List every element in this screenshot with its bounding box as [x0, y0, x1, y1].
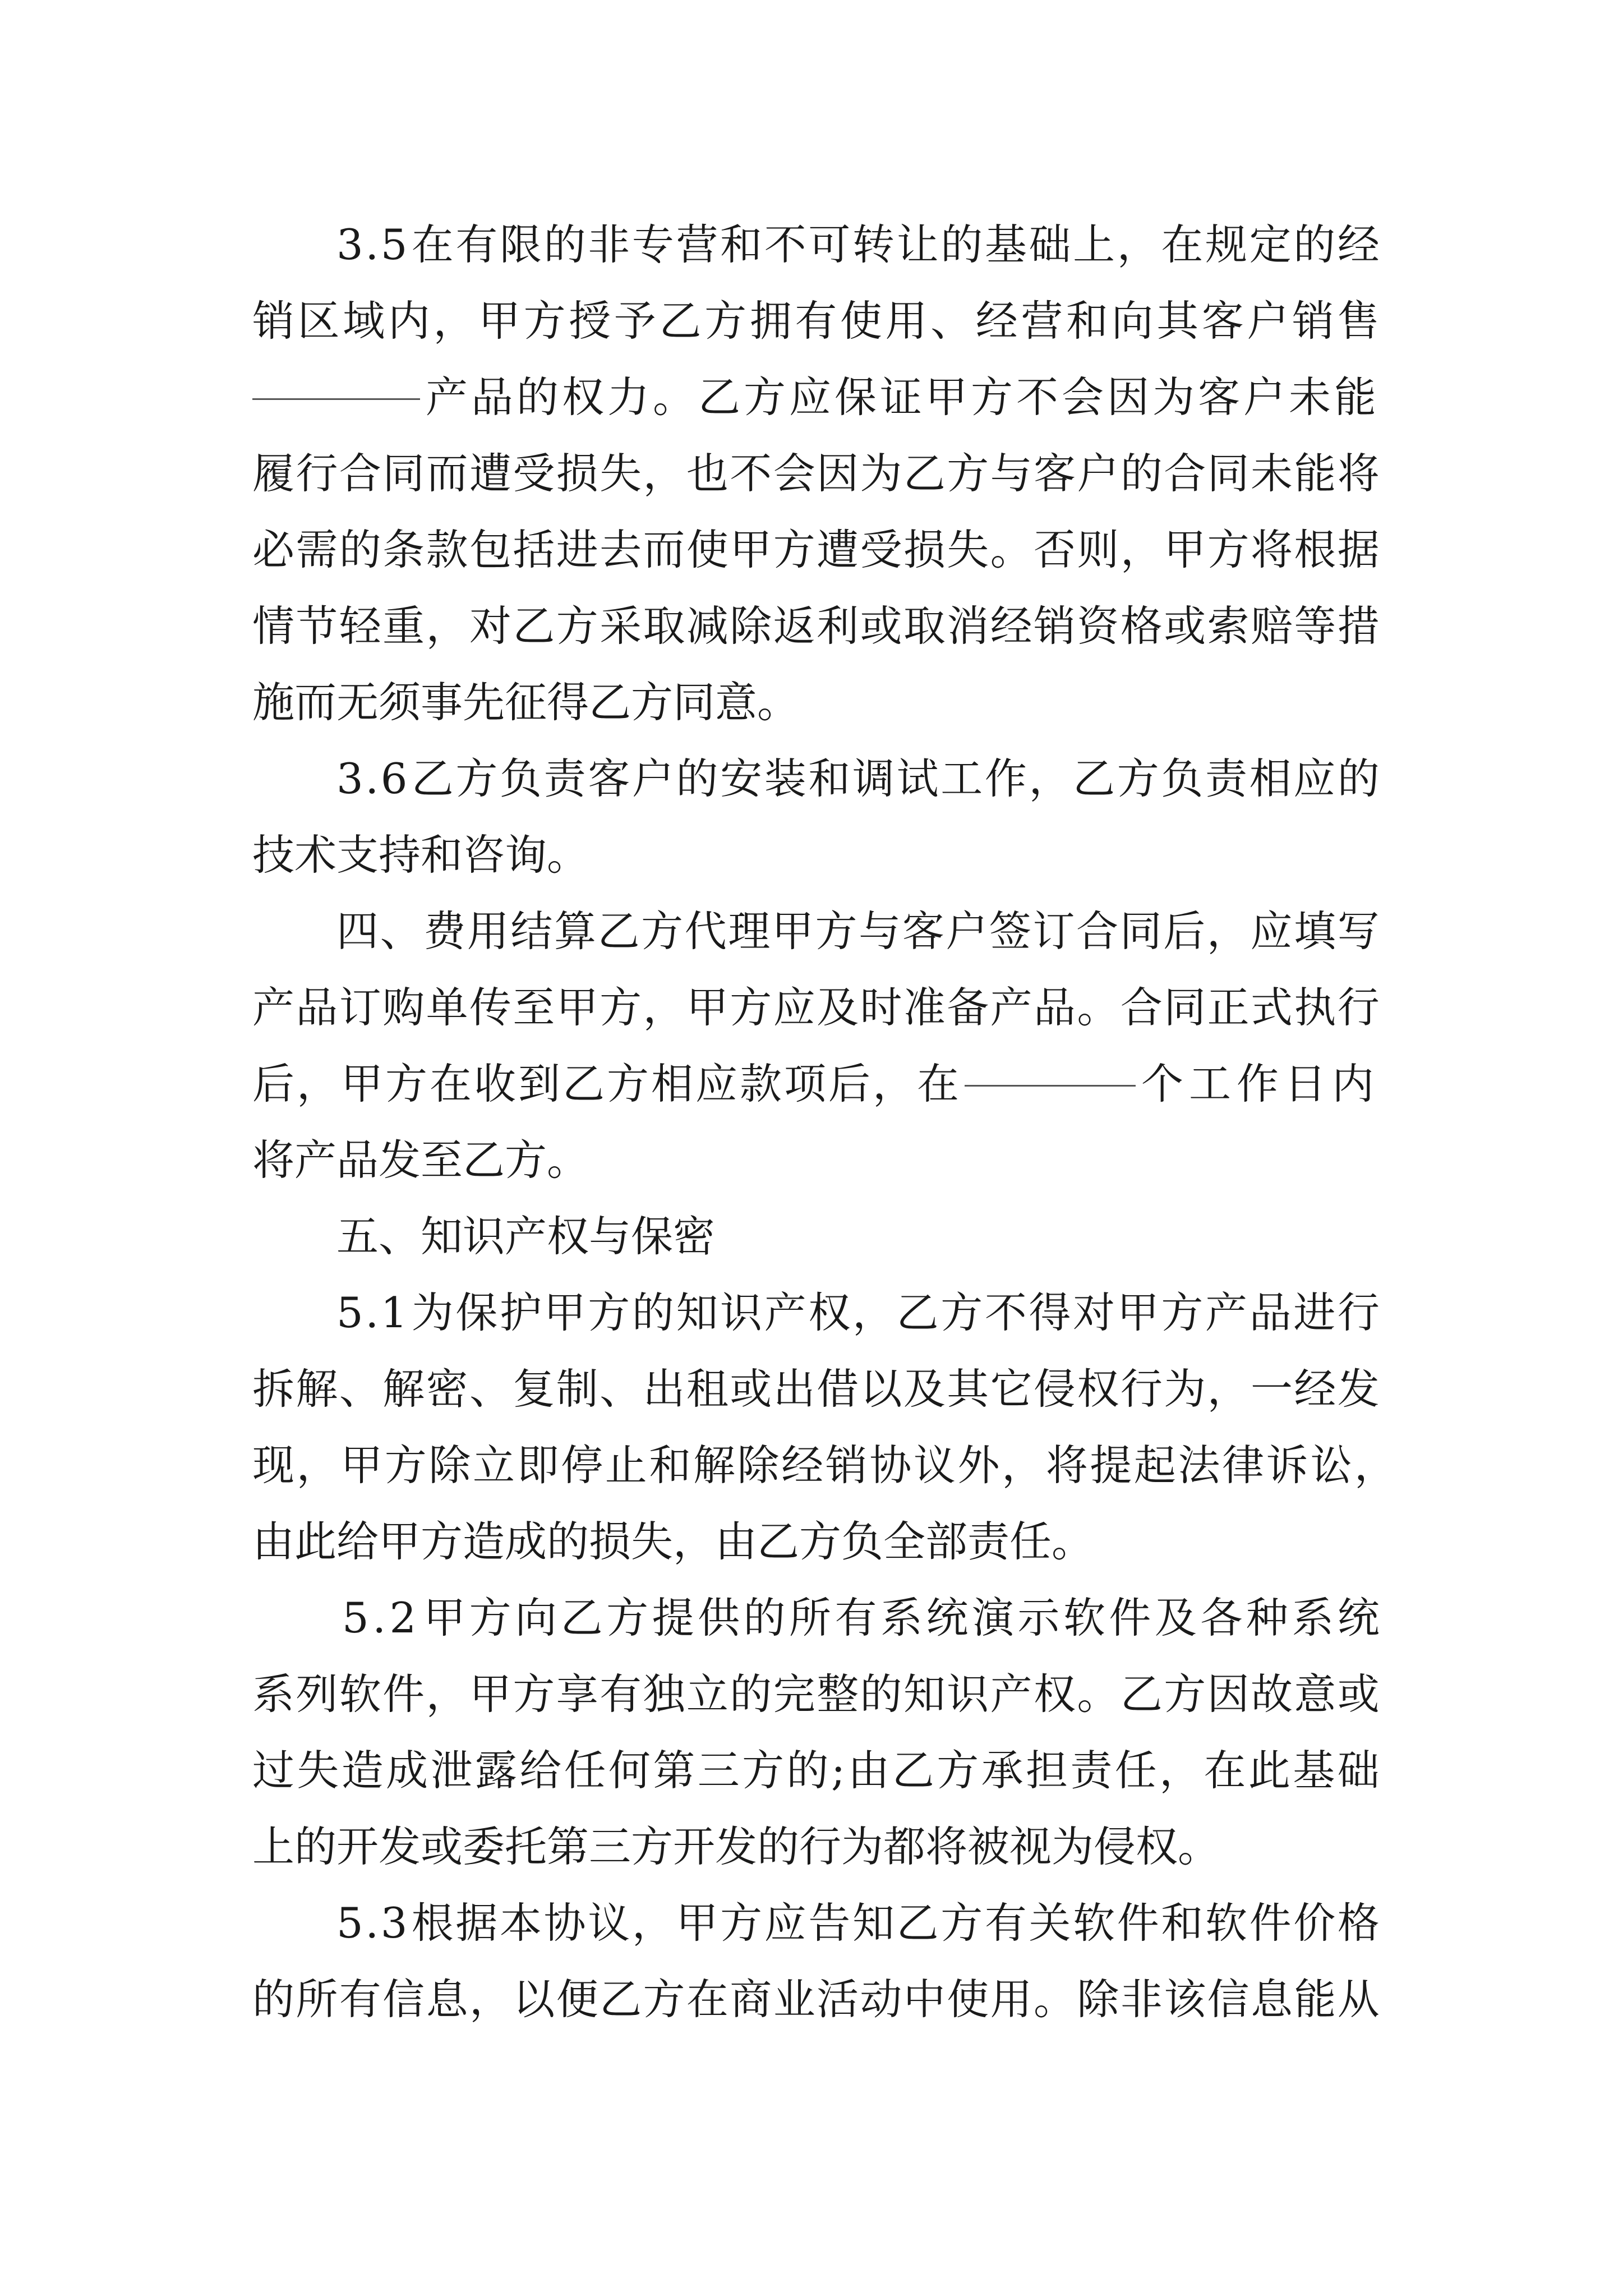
text-line: 销 区 域 内 ， 甲 方 授 予 乙 方 拥 有 使 用 、 经 营 和 向 其 客 户 销 售: [252, 296, 1380, 346]
text-fragment: 个工作日内: [1141, 1059, 1380, 1108]
text-line: 施而无须事先征得乙方同意。: [252, 678, 800, 727]
text-line: 必 需 的 条 款 包 括 进 去 而 使 甲 方 遭 受 损 失 。 否 则 ， 甲 方 将 根 据: [252, 525, 1380, 574]
text-line: 过 失 造 成 泄 露 给 任 何 第 三 方 的 ; 由 乙 方 承 担 责 任 ， 在 此 基 础: [252, 1746, 1380, 1795]
text-line: 的 所 有 信 息 ， 以 便 乙 方 在 商 业 活 动 中 使 用 。 除 非 该 信 息 能 从: [252, 1975, 1380, 2024]
text-line: [252, 359, 1380, 435]
text-line: 四 、 费 用 结 算 乙 方 代 理 甲 方 与 客 户 签 订 合 同 后 ， 应 填 写: [336, 907, 1380, 956]
text-line: [252, 1046, 1380, 1122]
text-line: 上的开发或委托第三方开发的行为都将被视为侵权。: [252, 1822, 1220, 1871]
text-line: 拆 解 、 解 密 、 复 制 、 出 租 或 出 借 以 及 其 它 侵 权 行 为 ， 一 经 发: [252, 1364, 1380, 1414]
fill-in-blank: [252, 359, 420, 400]
text-line: 产 品 订 购 单 传 至 甲 方 ， 甲 方 应 及 时 准 备 产 品 。 合 同 正 式 执 行: [252, 983, 1380, 1032]
fill-in-blank: [965, 1046, 1136, 1087]
text-line: 5 . 1 为 保 护 甲 方 的 知 识 产 权 ， 乙 方 不 得 对 甲 方 产 品 进 行: [336, 1288, 1380, 1337]
text-line: 技术支持和咨询。: [252, 830, 589, 880]
text-fragment: 产品的权力。乙方应保证甲方不会因为客户未能: [425, 372, 1380, 422]
text-line: 5 . 3 根 据 本 协 议 ， 甲 方 应 告 知 乙 方 有 关 软 件 和 软 件 价 格: [336, 1898, 1380, 1948]
text-line: 3 . 5 在 有 限 的 非 专 营 和 不 可 转 让 的 基 础 上 ， 在 规 定 的 经: [336, 220, 1380, 269]
text-line: 由此给甲方造成的损失，由乙方负全部责任。: [252, 1517, 1094, 1566]
text-line: 现 ， 甲 方 除 立 即 停 止 和 解 除 经 销 协 议 外 ， 将 提 起 法 律 诉 讼 ，: [252, 1441, 1396, 1490]
text-line: 5 . 2 甲 方 向 乙 方 提 供 的 所 有 系 统 演 示 软 件 及 各 种 系 统: [342, 1593, 1380, 1642]
text-fragment: 后，甲方在收到乙方相应款项后，在: [252, 1059, 962, 1108]
text-line: 情 节 轻 重 ， 对 乙 方 采 取 减 除 返 利 或 取 消 经 销 资 格 或 索 赔 等 措: [252, 601, 1380, 651]
text-line: 将产品发至乙方。: [252, 1135, 589, 1185]
text-line: 履 行 合 同 而 遭 受 损 失 ， 也 不 会 因 为 乙 方 与 客 户 的 合 同 未 能 将: [252, 449, 1380, 498]
text-line: 3 . 6 乙 方 负 责 客 户 的 安 装 和 调 试 工 作 ， 乙 方 负 责 相 应 的: [336, 754, 1380, 803]
section-heading: 五、知识产权与保密: [336, 1212, 716, 1261]
text-line: 系 列 软 件 ， 甲 方 享 有 独 立 的 完 整 的 知 识 产 权 。 乙 方 因 故 意 或: [252, 1669, 1380, 1719]
